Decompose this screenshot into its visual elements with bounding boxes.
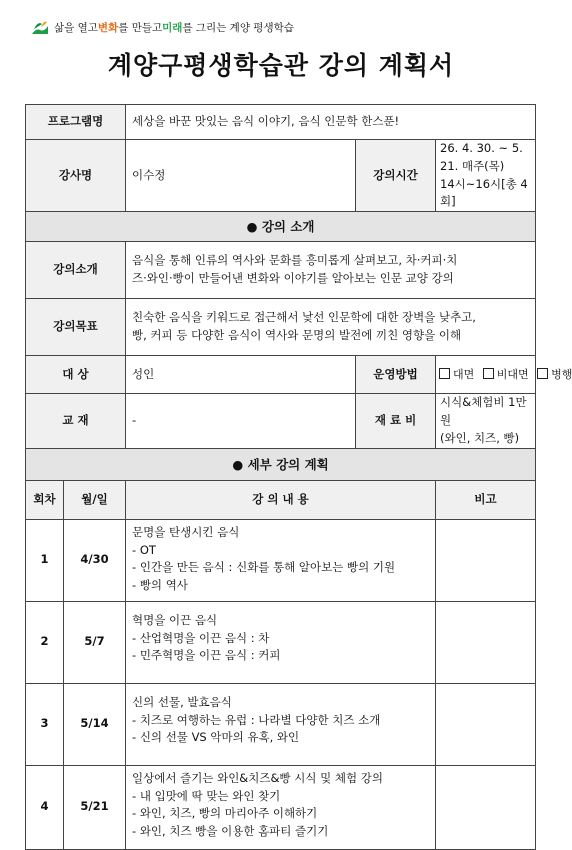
textbook-row [26, 394, 536, 448]
session-date: 5/21 [64, 765, 126, 849]
session-title: 신의 선물, 발효음식 [132, 694, 232, 709]
target-value: 성인 [126, 356, 356, 394]
session-title: 일상에서 즐기는 와인&치즈&빵 시식 및 체험 강의 [132, 770, 383, 785]
checkbox-online[interactable] [483, 368, 494, 379]
detail-section-title: 세부 강의 계획 [247, 456, 329, 472]
session-date: 5/14 [64, 683, 126, 765]
session-item: - OT [132, 542, 156, 557]
table-row [26, 683, 536, 765]
session-round: 4 [26, 765, 64, 849]
session-item: - 치즈로 여행하는 유럽 : 나라별 다양한 치즈 소개 [132, 712, 381, 727]
textbook-value: - [126, 394, 356, 448]
slogan-highlight-change: 변화 [97, 21, 119, 34]
session-content [126, 683, 436, 765]
col-content: 강 의 내 용 [126, 480, 436, 519]
program-label: 프로그램명 [26, 105, 126, 140]
session-item: - 신의 선물 VS 악마의 유혹, 와인 [132, 730, 300, 745]
method-online: 비대면 [496, 368, 529, 382]
time-line-2: 14시~16시[총 4회] [440, 176, 528, 209]
session-round: 2 [26, 601, 64, 683]
teacher-value: 이수정 [126, 140, 356, 212]
col-round: 회차 [26, 480, 64, 519]
table-row [26, 519, 536, 601]
time-line-1: 26. 4. 30. ~ 5. 21. 매주(목) [440, 141, 523, 173]
slogan-text-3: 를 그리는 계양 평생학습 [182, 21, 294, 34]
session-round: 1 [26, 519, 64, 601]
desc-label: 강의소개 [26, 242, 126, 299]
session-item: - 산업혁명을 이끈 음식 : 차 [132, 630, 270, 645]
checkbox-in-person[interactable] [439, 368, 450, 379]
slogan-text-1: 삶을 열고 [54, 21, 98, 34]
detail-section-row [26, 448, 536, 480]
goal-value [126, 299, 536, 356]
goal-label: 강의목표 [26, 299, 126, 356]
session-date: 4/30 [64, 519, 126, 601]
method-options [436, 356, 572, 394]
time-value [436, 140, 536, 212]
table-row [26, 765, 536, 849]
session-title: 문명을 탄생시킨 음식 [132, 524, 240, 539]
session-item: - 와인, 치즈, 빵의 마리아주 이해하기 [132, 806, 318, 821]
session-title: 혁명을 이끈 음식 [132, 612, 218, 627]
learning-logo-icon [30, 18, 50, 36]
method-in-person: 대면 [453, 368, 475, 382]
col-note: 비고 [436, 480, 536, 519]
material-label: 재 료 비 [356, 394, 436, 448]
program-row [26, 105, 536, 140]
session-note [436, 519, 536, 601]
session-content [126, 765, 436, 849]
page-title: 계양구평생학습관 강의 계획서 [107, 51, 455, 80]
goal-row [26, 299, 536, 356]
intro-section-row [26, 212, 536, 242]
slogan [30, 18, 294, 36]
session-item: - 내 입맛에 딱 맞는 와인 찾기 [132, 788, 281, 803]
program-value: 세상을 바꾼 맛있는 음식 이야기, 음식 인문학 한스푼! [126, 105, 536, 140]
session-note [436, 601, 536, 683]
checkbox-hybrid[interactable] [537, 368, 548, 379]
material-line-1: 시식&체험비 1만원 [440, 395, 527, 428]
session-content [126, 519, 436, 601]
session-item: - 인간을 만든 음식 : 신화를 통해 알아보는 빵의 기원 [132, 560, 396, 575]
method-hybrid: 병행 [551, 368, 572, 382]
textbook-label: 교 재 [26, 394, 126, 448]
plan-table [25, 104, 572, 850]
intro-section-header: ● 강의 소개 [26, 212, 536, 242]
col-date: 월/일 [64, 480, 126, 519]
teacher-row [26, 140, 536, 212]
teacher-label: 강사명 [26, 140, 126, 212]
table-row [26, 601, 536, 683]
detail-header-row [26, 480, 536, 519]
session-note [436, 765, 536, 849]
time-label: 강의시간 [356, 140, 436, 212]
desc-value [126, 242, 536, 299]
desc-line-2: 즈·와인·빵이 만들어낸 변화와 이야기를 알아보는 인문 교양 강의 [132, 271, 454, 286]
method-label: 운영방법 [356, 356, 436, 394]
target-label: 대 상 [26, 356, 126, 394]
session-item: - 민주혁명을 이끈 음식 : 커피 [132, 648, 281, 663]
desc-row [26, 242, 536, 299]
slogan-text-2: 를 만들고 [118, 21, 163, 34]
intro-section-title: 강의 소개 [261, 219, 315, 235]
session-content [126, 601, 436, 683]
detail-section-header: ● 세부 강의 계획 [26, 448, 536, 480]
session-item: - 와인, 치즈 빵을 이용한 홈파티 즐기기 [132, 824, 329, 839]
goal-line-2: 빵, 커피 등 다양한 음식이 역사와 문명의 발전에 끼친 영향을 이해 [132, 328, 462, 343]
session-note [436, 683, 536, 765]
material-line-2: (와인, 치즈, 빵) [440, 430, 520, 445]
session-date: 5/7 [64, 601, 126, 683]
session-item: - 빵의 역사 [132, 578, 188, 593]
session-round: 3 [26, 683, 64, 765]
material-value [436, 394, 536, 448]
desc-line-1: 음식을 통해 인류의 역사와 문화를 흥미롭게 살펴보고, 차·커피·치 [132, 253, 458, 268]
target-row [26, 356, 536, 394]
slogan-highlight-future: 미래 [162, 21, 183, 34]
goal-line-1: 친숙한 음식을 키워드로 접근해서 낯선 인문학에 대한 장벽을 낮추고, [132, 310, 476, 325]
